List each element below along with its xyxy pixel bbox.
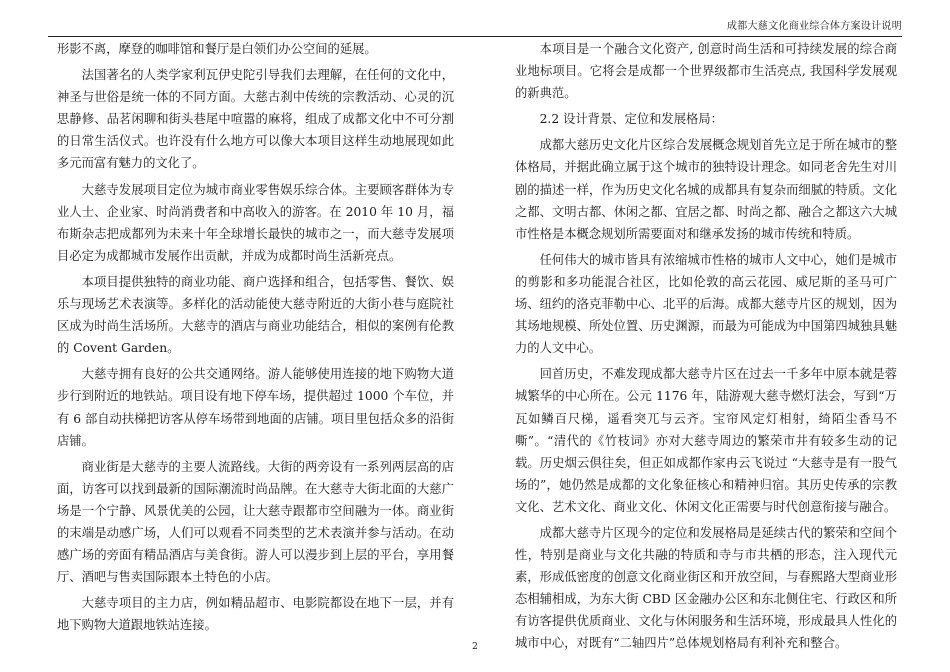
paragraph: 大慈寺拥有良好的公共交通网络。游人能够使用连接的地下购物大道步行到附近的地铁站。项目设有地下停车场，提供超过 1000 个车位，并有 6 部自动扶梯把访客从停车场带到地面的店铺。项目里包括众多的沿街店铺。	[57, 367, 454, 448]
header-title: 成都大慈文化商业综合体方案设计说明	[726, 21, 902, 32]
paragraph: 成都大慈寺片区现今的定位和发展格局是延续古代的繁荣和空间个性，特别是商业与文化共融的特质和寺与市共栖的形态，注入现代元素，形成低密度的创意文化商业街区和开放空间，与春熙路大型商业形态相辅相成，为东大街 CBD 区金融办公区和东北侧住宅、行政区和所有访客提供优质商业、文化与休闲服务和生活环境，形成最具人性化的城市中心，对既有“二轴四片”总体规划格局有利补充和整合。	[515, 525, 897, 651]
page-number: 2	[472, 642, 478, 652]
paragraph: 成都大慈历史文化片区综合发展概念规划首先立足于所在城市的整体格局，并据此确立属于这个城市的独特设计理念。如同老舍先生对川剧的描述一样，作为历史文化名城的成都具有复杂而细腻的特质。文化之都、文明古都、休闲之都、宜居之都、时尚之都、融合之都这六大城市性格是本概念规划所需要面对和继承发扬的城市传统和特质。	[515, 138, 897, 241]
paragraph: 商业街是大慈寺的主要人流路线。大街的两旁设有一系列两层高的店面，访客可以找到最新的国际潮流时尚品牌。在大慈寺大街北面的大慈广场是一个宁静、风景优美的公园，让大慈寺跟都市空间融为一体。商业街的末端是动感广场，人们可以观看不同类型的艺术表演并参与活动。在动感广场的旁面有精品酒店与美食街。游人可以漫步到上层的平台，享用餐厅、酒吧与售卖国际跟本土特色的小店。	[57, 459, 454, 585]
paragraph: 本项目提供独特的商业功能、商户选择和组合，包括零售、餐饮、娱乐与现场艺术表演等。多样化的活动能使大慈寺附近的大街小巷与庭院社区成为时尚生活场所。大慈寺的酒店与商业功能结合，相似的案例有伦教的 Covent Garden。	[57, 274, 454, 356]
right-column	[515, 38, 897, 655]
paragraph: 回首历史，不难发现成都大慈寺片区在过去一千多年中原本就是蓉城繁华的中心所在。公元 1176 年，陆游观大慈寺燃灯法会，写到“万瓦如鳞百尺梯，遥看突兀与云齐。宝帘风定灯相射，绮陌尘香马不嘶”。“清代的《竹枝词》亦对大慈寺周边的繁荣市井有较多生动的记载。历史烟云倶往矣，但正如成都作家冉云飞说过 “大慈寺是有一股气场的”，她仍然是成都的文化象征核心和精神归宿。其历史传承的宗教文化、艺术文化、商业文化、休闲文化正需要与时代创意衔接与融合。	[515, 367, 897, 514]
page-header	[48, 14, 902, 37]
paragraph: 法国著名的人类学家利瓦伊史陀引导我们去理解，在任何的文化中，神圣与世俗是统一体的不同方面。大慈古刹中传统的宗教活动、心灵的沉思静修、品茗闲聊和街头巷尾中喧嚣的麻将，组成了成都文化中不可分割的日常生活仪式。也许没有什么地方可以像大本项目这样生动地展现如此多元而富有魅力的文化了。	[57, 68, 454, 171]
paragraph: 大慈寺项目的主力店，例如精品超市、电影院都设在地下一层，并有地下购物大道跟地铁站连接。	[57, 596, 454, 633]
paragraph: 本项目是一个融合文化资产, 创意时尚生活和可持续发展的综合商业地标项目。它将会是成都一个世界级都市生活亮点, 我国科学发展观的新典范。	[515, 42, 897, 101]
paragraph: 大慈寺发展项目定位为城市商业零售娱乐综合体。主要顾客群体为专业人士、企业家、时尚消费者和中高收入的游客。在 2010 年 10 月，福布斯杂志把成都列为未来十年全球增长最快的城市之一，而大慈寺发展项目必定为成都城市发展作出贡献，并成为成都时尚生活新亮点。	[57, 182, 454, 263]
paragraph: 任何伟大的城市皆具有浓缩城市性格的城市人文中心，她们是城市的剪影和多功能混合社区，比如伦敦的高云花园、威尼斯的圣马可广场、纽约的洛克菲勒中心、北平的后海。成都大慈寺片区的规划，因为其场地规模、所处位置、历史渊源，而最为可能成为中国第四城独具魅力的人文中心。	[515, 252, 897, 356]
left-column	[57, 38, 454, 636]
paragraph: 形影不离，摩登的咖啡馆和餐厅是白领们办公空间的延展。	[57, 42, 377, 56]
section-heading: 2.2 设计背景、定位和发展格局：	[539, 112, 723, 127]
